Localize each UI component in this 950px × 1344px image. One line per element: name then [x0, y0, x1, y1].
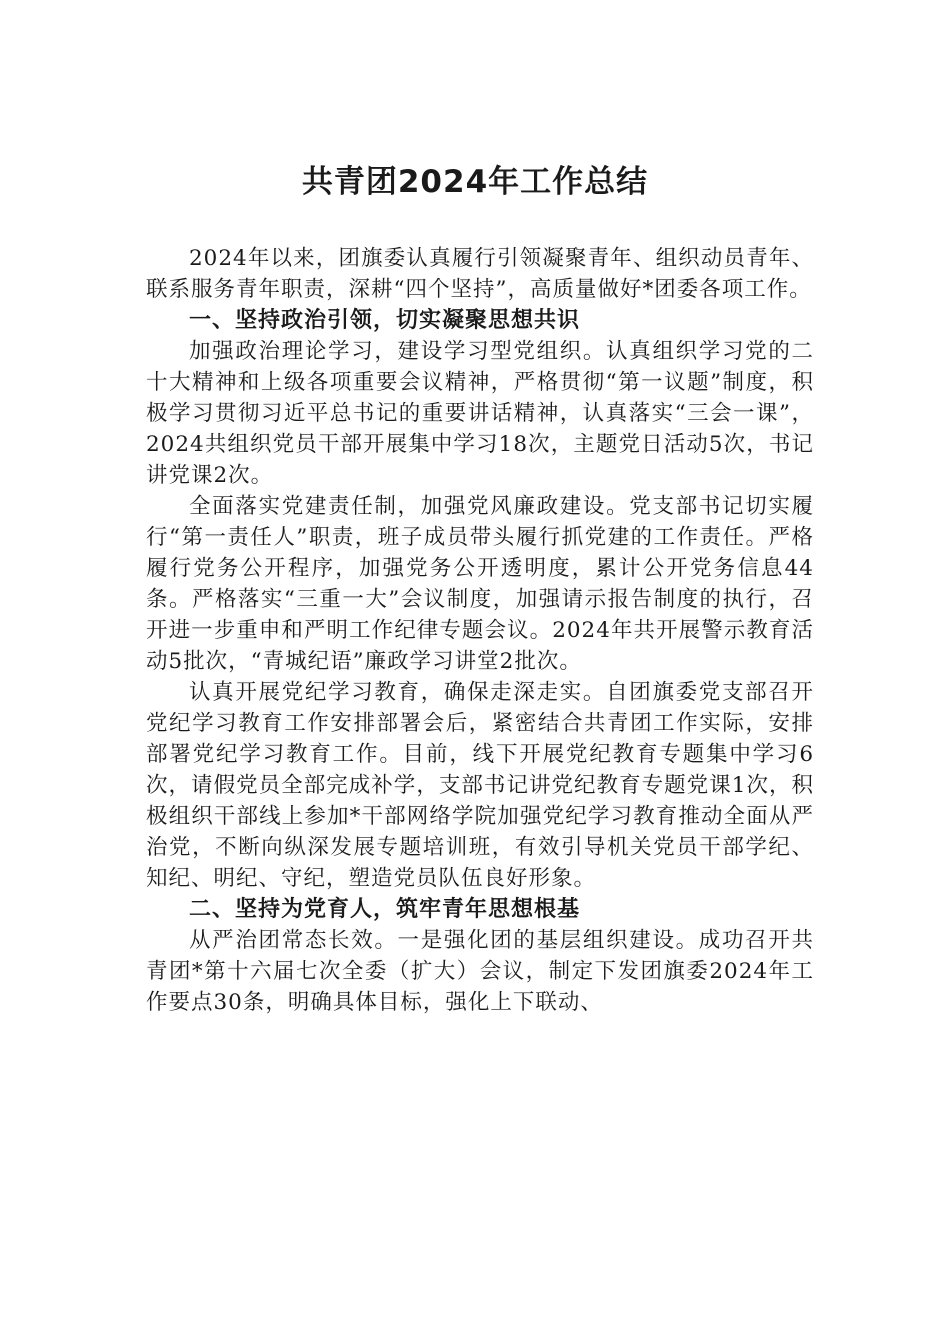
paragraph-strict-governance: 从严治团常态长效。一是强化团的基层组织建设。成功召开共青团*第十六届七次全委（扩大）会议，制定下发团旗委2024年工作要点30条，明确具体目标，强化上下联动、	[146, 928, 814, 1015]
section-heading-1: 一、坚持政治引领，切实凝聚思想共识	[189, 308, 581, 333]
paragraph-discipline-education: 认真开展党纪学习教育，确保走深走实。自团旗委党支部召开党纪学习教育工作安排部署会后，紧密结合共青团工作实际，安排部署党纪学习教育工作。目前，线下开展党纪教育专题集中学习6次，请假党员全部完成补学，支部书记讲党纪教育专题党课1次，积极组织干部线上参加*干部网络学院加强党纪学习教育推动全面从严治党，不断向纵深发展专题培训班，有效引导机关党员干部学纪、知纪、明纪、守纪，塑造党员队伍良好形象。	[146, 680, 814, 891]
paragraph-intro: 2024年以来，团旗委认真履行引领凝聚青年、组织动员青年、联系服务青年职责，深耕“四个坚持”，高质量做好*团委各项工作。	[146, 246, 814, 302]
paragraph-party-responsibility: 全面落实党建责任制，加强党风廉政建设。党支部书记切实履行“第一责任人”职责，班子成员带头履行抓党建的工作责任。严格履行党务公开程序，加强党务公开透明度，累计公开党务信息44条。严格落实“三重一大”会议制度，加强请示报告制度的执行，召开进一步重申和严明工作纪律专题会议。2024年共开展警示教育活动5批次，“青城纪语”廉政学习讲堂2批次。	[146, 494, 814, 674]
document-title: 共青团2024年工作总结	[301, 164, 649, 200]
paragraph-political-study: 加强政治理论学习，建设学习型党组织。认真组织学习党的二十大精神和上级各项重要会议精神，严格贯彻“第一议题”制度，积极学习贯彻习近平总书记的重要讲话精神，认真落实“三会一课”，2024共组织党员干部开展集中学习18次，主题党日活动5次，书记讲党课2次。	[146, 339, 814, 488]
section-heading-2: 二、坚持为党育人，筑牢青年思想根基	[189, 897, 581, 922]
document-body	[146, 243, 814, 1018]
